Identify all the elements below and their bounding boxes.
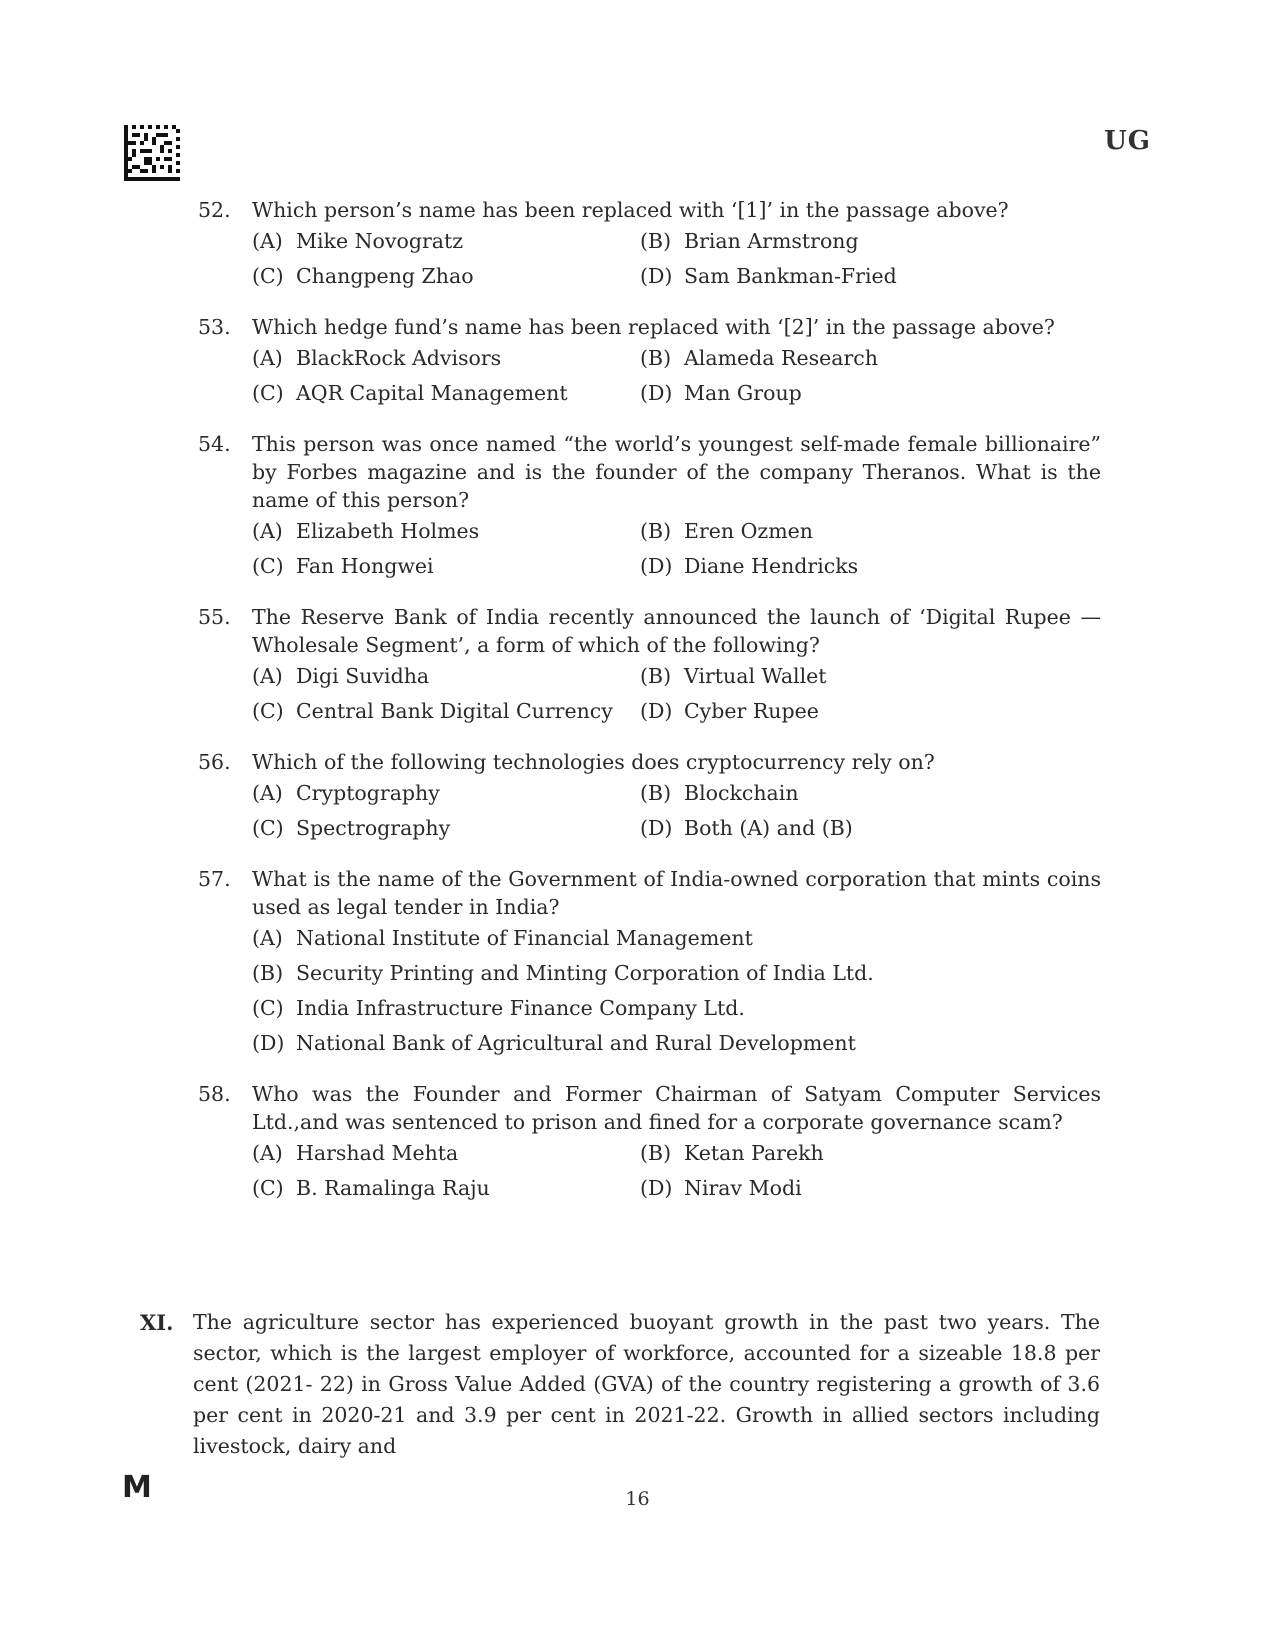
question-text: What is the name of the Government of India-owned corporation that mints coins used as legal tender in India? xyxy=(252,867,1101,919)
option-label: (D) xyxy=(640,1176,673,1200)
option-text: BlackRock Advisors xyxy=(296,346,502,370)
option-b[interactable] xyxy=(640,514,1101,549)
option-text: Spectrography xyxy=(296,816,451,840)
booklet-mark: M xyxy=(122,1470,152,1505)
option-text: Central Bank Digital Currency xyxy=(296,699,613,723)
question-number: 55. xyxy=(198,605,231,629)
option-label: (D) xyxy=(640,699,673,723)
option-text: Cryptography xyxy=(296,781,440,805)
option-label: (B) xyxy=(640,346,672,370)
option-label: (D) xyxy=(640,264,673,288)
question-text: This person was once named “the world’s youngest self-made female billionaire” by Forbes magazine and is the founder of the company Theranos. What is the name of this person? xyxy=(252,432,1101,512)
option-c[interactable] xyxy=(252,694,640,729)
option-label: (B) xyxy=(640,1141,672,1165)
option-b[interactable] xyxy=(252,956,1101,991)
option-c[interactable] xyxy=(252,259,640,294)
question-text: Which person’s name has been replaced with ‘[1]’ in the passage above? xyxy=(252,198,1009,222)
option-label: (A) xyxy=(252,664,283,688)
option-text: Security Printing and Minting Corporation of India Ltd. xyxy=(296,961,874,985)
question-58 xyxy=(198,1080,1101,1206)
option-text: Virtual Wallet xyxy=(684,664,827,688)
passage-text: The agriculture sector has experienced buoyant growth in the past two years. The sector, which is the largest employer of workforce, accounted for a sizeable 18.8 per cent (2021- 22) in Gross Value Added (GVA) of the country registering a growth of 3.6 per cent in 2020-21 and 3.9 per cent in 2021-22. Growth in allied sectors including livestock, dairy and xyxy=(193,1310,1100,1458)
option-b[interactable] xyxy=(640,776,1101,811)
option-label: (D) xyxy=(640,381,673,405)
option-label: (B) xyxy=(252,961,284,985)
option-a[interactable] xyxy=(252,514,640,549)
option-text: Elizabeth Holmes xyxy=(296,519,480,543)
question-56 xyxy=(198,748,1101,846)
option-d[interactable] xyxy=(640,694,1101,729)
question-list xyxy=(198,196,1101,1225)
datamatrix-barcode xyxy=(124,125,180,181)
option-text: Fan Hongwei xyxy=(296,554,434,578)
option-label: (B) xyxy=(640,229,672,253)
question-number: 52. xyxy=(198,198,231,222)
option-a[interactable] xyxy=(252,1136,640,1171)
question-number: 53. xyxy=(198,315,231,339)
series-code: UG xyxy=(1104,126,1151,156)
option-c[interactable] xyxy=(252,811,640,846)
option-d[interactable] xyxy=(640,376,1101,411)
option-text: Ketan Parekh xyxy=(684,1141,824,1165)
question-text: Who was the Founder and Former Chairman of Satyam Computer Services Ltd.,and was sentenced to prison and fined for a corporate governance scam? xyxy=(252,1082,1101,1134)
section-number: XI. xyxy=(140,1310,174,1335)
option-text: Sam Bankman-Fried xyxy=(684,264,897,288)
option-b[interactable] xyxy=(640,1136,1101,1171)
option-text: Alameda Research xyxy=(684,346,878,370)
option-list xyxy=(252,776,1101,846)
option-label: (D) xyxy=(640,554,673,578)
option-d[interactable] xyxy=(640,1171,1101,1206)
option-c[interactable] xyxy=(252,991,1101,1026)
option-text: Diane Hendricks xyxy=(684,554,859,578)
option-a[interactable] xyxy=(252,224,640,259)
question-number: 54. xyxy=(198,432,231,456)
option-text: Nirav Modi xyxy=(684,1176,802,1200)
option-list xyxy=(252,659,1101,729)
option-text: India Infrastructure Finance Company Ltd. xyxy=(296,996,745,1020)
option-list xyxy=(252,1136,1101,1206)
option-label: (C) xyxy=(252,381,284,405)
option-text: National Bank of Agricultural and Rural Development xyxy=(296,1031,856,1055)
option-b[interactable] xyxy=(640,659,1101,694)
option-c[interactable] xyxy=(252,376,640,411)
option-b[interactable] xyxy=(640,341,1101,376)
option-c[interactable] xyxy=(252,549,640,584)
option-text: Harshad Mehta xyxy=(296,1141,459,1165)
option-label: (C) xyxy=(252,1176,284,1200)
question-text: Which of the following technologies does cryptocurrency rely on? xyxy=(252,750,935,774)
option-c[interactable] xyxy=(252,1171,640,1206)
option-label: (B) xyxy=(640,519,672,543)
option-text: B. Ramalinga Raju xyxy=(296,1176,490,1200)
option-text: Mike Novogratz xyxy=(296,229,464,253)
question-text: Which hedge fund’s name has been replaced with ‘[2]’ in the passage above? xyxy=(252,315,1055,339)
option-label: (C) xyxy=(252,264,284,288)
option-text: Eren Ozmen xyxy=(684,519,813,543)
option-label: (A) xyxy=(252,926,283,950)
option-d[interactable] xyxy=(640,811,1101,846)
option-text: Digi Suvidha xyxy=(296,664,430,688)
option-label: (A) xyxy=(252,1141,283,1165)
option-label: (A) xyxy=(252,346,283,370)
option-a[interactable] xyxy=(252,921,1101,956)
question-text: The Reserve Bank of India recently announced the launch of ‘Digital Rupee — Wholesale Segment’, a form of which of the following? xyxy=(252,605,1101,657)
question-number: 57. xyxy=(198,867,231,891)
option-label: (D) xyxy=(252,1031,285,1055)
question-number: 58. xyxy=(198,1082,231,1106)
option-label: (A) xyxy=(252,229,283,253)
option-d[interactable] xyxy=(640,549,1101,584)
option-list xyxy=(252,921,1101,1061)
option-a[interactable] xyxy=(252,776,640,811)
option-a[interactable] xyxy=(252,341,640,376)
question-number: 56. xyxy=(198,750,231,774)
option-text: National Institute of Financial Management xyxy=(296,926,753,950)
option-label: (C) xyxy=(252,554,284,578)
option-label: (A) xyxy=(252,519,283,543)
option-label: (C) xyxy=(252,816,284,840)
option-label: (A) xyxy=(252,781,283,805)
option-d[interactable] xyxy=(252,1026,1101,1061)
option-b[interactable] xyxy=(640,224,1101,259)
option-label: (B) xyxy=(640,664,672,688)
option-text: Man Group xyxy=(684,381,802,405)
page-number: 16 xyxy=(625,1488,650,1510)
question-55 xyxy=(198,603,1101,729)
option-d[interactable] xyxy=(640,259,1101,294)
option-a[interactable] xyxy=(252,659,640,694)
option-list xyxy=(252,224,1101,294)
question-53 xyxy=(198,313,1101,411)
option-text: Brian Armstrong xyxy=(684,229,859,253)
option-text: AQR Capital Management xyxy=(296,381,568,405)
option-label: (C) xyxy=(252,699,284,723)
option-text: Cyber Rupee xyxy=(684,699,819,723)
question-54 xyxy=(198,430,1101,584)
option-label: (D) xyxy=(640,816,673,840)
question-52 xyxy=(198,196,1101,294)
passage-section-xi xyxy=(140,1307,1100,1462)
option-text: Changpeng Zhao xyxy=(296,264,474,288)
option-text: Blockchain xyxy=(684,781,799,805)
option-list xyxy=(252,514,1101,584)
question-57 xyxy=(198,865,1101,1061)
option-label: (C) xyxy=(252,996,284,1020)
option-label: (B) xyxy=(640,781,672,805)
option-text: Both (A) and (B) xyxy=(684,816,853,840)
option-list xyxy=(252,341,1101,411)
